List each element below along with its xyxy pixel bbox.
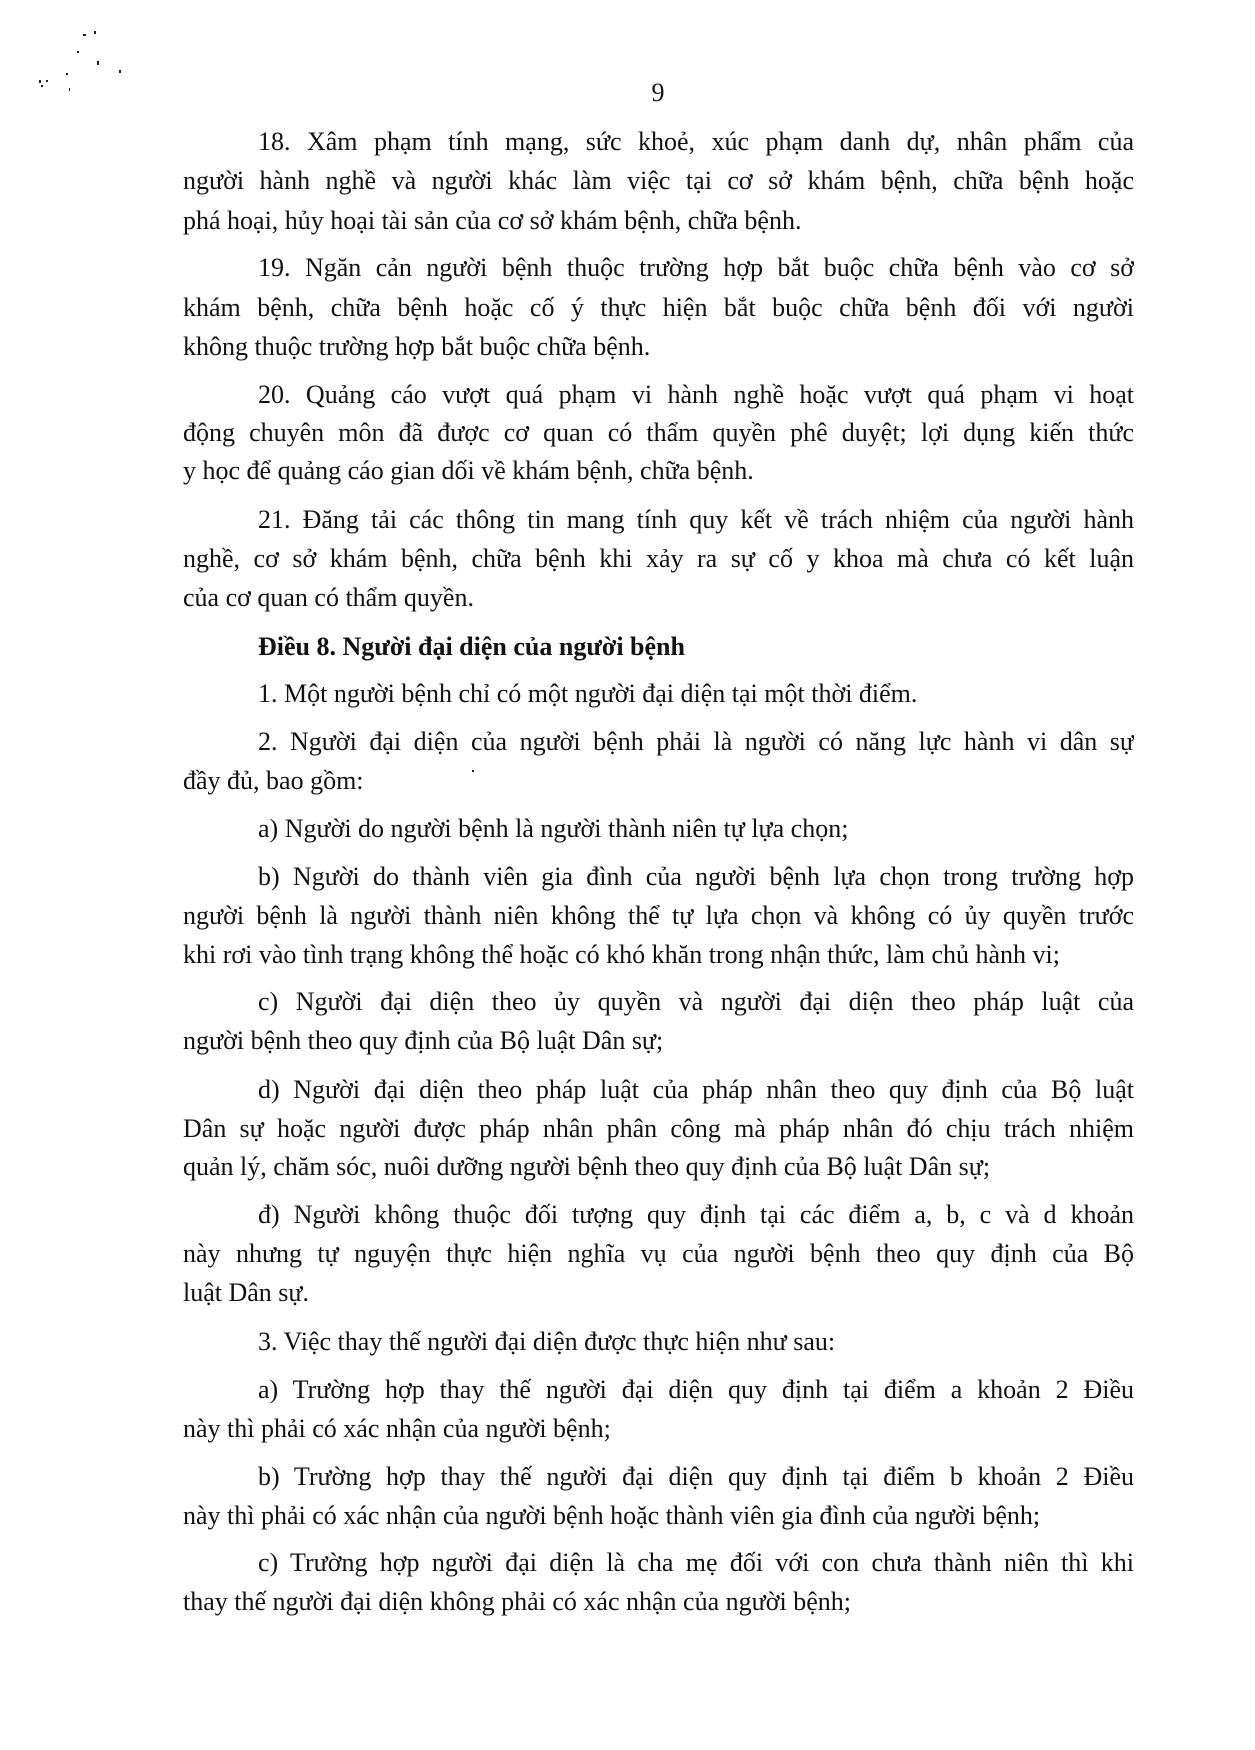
text-line: c) Người đại diện theo ủy quyền và người đại diện theo pháp luật của — [258, 987, 1134, 1016]
text-line: của cơ quan có thẩm quyền. — [183, 583, 474, 612]
text-line: quản lý, chăm sóc, nuôi dưỡng người bệnh theo quy định của Bộ luật Dân sự; — [183, 1152, 991, 1181]
text-line: y học để quảng cáo gian dối về khám bệnh, chữa bệnh. — [183, 456, 754, 485]
text-line: 18. Xâm phạm tính mạng, sức khoẻ, xúc phạm danh dự, nhân phẩm của — [258, 127, 1134, 156]
text-line: 1. Một người bệnh chỉ có một người đại diện tại một thời điểm. — [258, 679, 918, 708]
text-line: đầy đủ, bao gồm: — [183, 766, 364, 795]
text-line: động chuyên môn đã được cơ quan có thẩm quyền phê duyệt; lợi dụng kiến thức — [183, 418, 1134, 447]
text-line: người hành nghề và người khác làm việc tại cơ sở khám bệnh, chữa bệnh hoặc — [183, 166, 1134, 195]
text-line: này thì phải có xác nhận của người bệnh hoặc thành viên gia đình của người bệnh; — [183, 1501, 1041, 1530]
text-line: đ) Người không thuộc đối tượng quy định tại các điểm a, b, c và d khoản — [258, 1200, 1134, 1229]
text-line: Dân sự hoặc người được pháp nhân phân công mà pháp nhân đó chịu trách nhiệm — [183, 1114, 1134, 1143]
text-line: 2. Người đại diện của người bệnh phải là người có năng lực hành vi dân sự — [258, 727, 1134, 756]
text-line: luật Dân sự. — [183, 1278, 310, 1307]
text-line: d) Người đại diện theo pháp luật của pháp nhân theo quy định của Bộ luật — [258, 1075, 1134, 1104]
text-line: phá hoại, hủy hoại tài sản của cơ sở khám bệnh, chữa bệnh. — [183, 206, 802, 235]
text-line: 19. Ngăn cản người bệnh thuộc trường hợp bắt buộc chữa bệnh vào cơ sở — [258, 253, 1134, 282]
text-line: không thuộc trường hợp bắt buộc chữa bệnh. — [183, 332, 651, 361]
text-line: người bệnh theo quy định của Bộ luật Dân sự; — [183, 1026, 664, 1055]
text-line: người bệnh là người thành niên không thể tự lựa chọn và không có ủy quyền trước — [183, 901, 1134, 930]
text-line: 20. Quảng cáo vượt quá phạm vi hành nghề hoặc vượt quá phạm vi hoạt — [258, 380, 1134, 409]
text-line: a) Trường hợp thay thế người đại diện quy định tại điểm a khoản 2 Điều — [258, 1375, 1134, 1404]
text-line: a) Người do người bệnh là người thành niên tự lựa chọn; — [258, 814, 849, 843]
text-line: khám bệnh, chữa bệnh hoặc cố ý thực hiện bắt buộc chữa bệnh đối với người — [183, 293, 1134, 322]
text-line: này thì phải có xác nhận của người bệnh; — [183, 1414, 611, 1443]
text-line: thay thế người đại diện không phải có xác nhận của người bệnh; — [183, 1587, 851, 1616]
text-line: 3. Việc thay thế người đại diện được thực hiện như sau: — [258, 1327, 836, 1356]
text-line: này nhưng tự nguyện thực hiện nghĩa vụ của người bệnh theo quy định của Bộ — [183, 1239, 1134, 1268]
text-line: b) Người do thành viên gia đình của người bệnh lựa chọn trong trường hợp — [258, 862, 1134, 891]
text-line: nghề, cơ sở khám bệnh, chữa bệnh khi xảy ra sự cố y khoa mà chưa có kết luận — [183, 544, 1134, 573]
text-line: b) Trường hợp thay thế người đại diện quy định tại điểm b khoản 2 Điều — [258, 1462, 1134, 1491]
text-line: c) Trường hợp người đại diện là cha mẹ đối với con chưa thành niên thì khi — [258, 1548, 1134, 1577]
article-heading: Điều 8. Người đại diện của người bệnh — [258, 632, 685, 661]
text-line: khi rơi vào tình trạng không thể hoặc có khó khăn trong nhận thức, làm chủ hành vi; — [183, 940, 1060, 969]
text-line: 21. Đăng tải các thông tin mang tính quy kết về trách nhiệm của người hành — [258, 505, 1134, 534]
page-number: 9 — [651, 78, 665, 107]
